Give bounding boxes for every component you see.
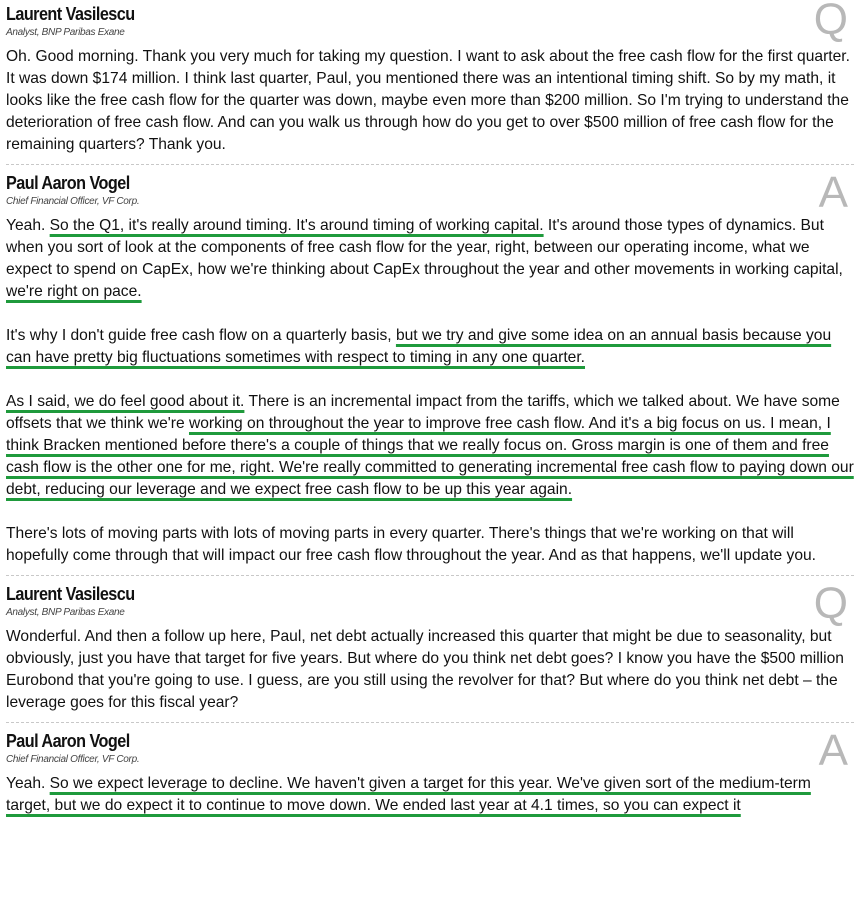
speaker-role: Chief Financial Officer, VF Corp.	[6, 196, 140, 207]
answer-block	[0, 168, 860, 567]
question-block	[0, 579, 860, 714]
speaker-name: Paul Aaron Vogel	[6, 173, 130, 193]
text-segment: Oh. Good morning. Thank you very much for taking my question. I want to ask about the free cash flow for the first quarter. It was down $174 million. I think last quarter, Paul, you mentioned there was an intentional timing shift. So by my math, it looks like the free cash flow for the quarter was down, maybe even more than $200 million. So I'm trying to understand the deterioration of free cash flow. And can you walk us through how do you get to over $500 million of free cash flow for the remaining quarters? Thank you.	[6, 48, 850, 153]
text-segment: Wonderful. And then a follow up here, Paul, net debt actually increased this quarter that might be due to seasonality, but obviously, just you have that target for five years. But where do you think net debt goes? I know you have the $500 million Eurobond that you're going to use. I guess, are you still using the revolver for that? But where do you think net debt – the leverage goes for this fiscal year?	[6, 628, 844, 711]
speaker-role: Analyst, BNP Paribas Exane	[6, 607, 125, 618]
speaker-name: Laurent Vasilescu	[6, 4, 135, 24]
answer-mark-icon: A	[818, 168, 848, 217]
highlighted-text: working on throughout the year to improve free cash flow. And it's a big focus on us. I mean, I think Bracken mentioned before there's a couple of things that we really focus on. Gross margin is one of them and free cash flow is the other one for me, right. We're really committed to generating incremental free cash flow to paying down our debt, reducing our leverage and we expect free cash flow to be up this year again.	[6, 415, 854, 498]
text-segment: Yeah.	[6, 775, 50, 792]
transcript-paragraph	[6, 391, 854, 501]
answer-mark-icon: A	[818, 726, 848, 775]
answer-block	[0, 726, 860, 817]
highlighted-text: So we expect leverage to decline. We haven't given a target for this year. We've given sort of the medium-term target, but we do expect it to continue to move down. We ended last year at 4.1 times, so you can expect it	[6, 775, 811, 814]
text-segment: There's lots of moving parts with lots of moving parts in every quarter. There's things that we're working on that will hopefully come through that will impact our free cash flow throughout the year. And as that happens, we'll update you.	[6, 525, 817, 564]
speaker-name: Laurent Vasilescu	[6, 584, 135, 604]
section-divider	[6, 164, 854, 165]
text-segment: It's why I don't guide free cash flow on a quarterly basis,	[6, 327, 396, 344]
section-divider	[6, 575, 854, 576]
question-mark-icon: Q	[813, 0, 848, 44]
speaker-name: Paul Aaron Vogel	[6, 731, 130, 751]
highlighted-text: So the Q1, it's really around timing. It's around timing of working capital.	[49, 217, 544, 234]
transcript-paragraph	[6, 46, 854, 156]
text-segment: There is an incremental impact from the tariffs, which we talked about. We have some offsets that we think we're	[6, 393, 840, 432]
text-segment: Yeah.	[6, 217, 50, 234]
speaker-role: Chief Financial Officer, VF Corp.	[6, 754, 140, 765]
highlighted-text: we're right on pace.	[6, 283, 142, 300]
question-mark-icon: Q	[813, 579, 848, 628]
speaker-role: Analyst, BNP Paribas Exane	[6, 27, 125, 38]
transcript-paragraph	[6, 325, 854, 369]
highlighted-text: but we try and give some idea on an annual basis because you can have pretty big fluctuations sometimes with respect to timing in any one quarter.	[6, 327, 832, 366]
section-divider	[6, 722, 854, 723]
question-block	[0, 0, 860, 156]
text-segment: It's around those types of dynamics. But when you sort of look at the components of free cash flow for the year, right, between our operating income, what we expect to spend on CapEx, how we're thinking about CapEx throughout the year and other movements in working capital,	[6, 217, 843, 278]
transcript-paragraph	[6, 215, 854, 303]
transcript-paragraph	[6, 626, 854, 714]
transcript-paragraph	[6, 523, 854, 567]
transcript-paragraph	[6, 773, 854, 817]
highlighted-text: As I said, we do feel good about it.	[6, 393, 245, 410]
